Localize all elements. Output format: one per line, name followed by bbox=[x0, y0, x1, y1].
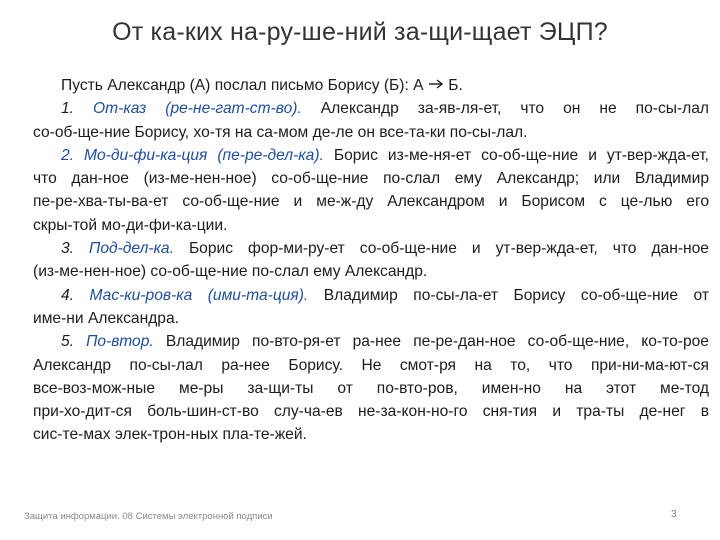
slide-title: От ка-ких на-ру-ше-ний за-щи-щает ЭЦП? bbox=[112, 18, 608, 46]
item1-text: Александр за-яв-ля-ет, что он не по-сы-лал bbox=[320, 100, 709, 118]
item5-line2: Александр по-сы-лал ра-нее Борису. Не смот-ря на то, что при-ни-ма-ют-ся bbox=[33, 356, 709, 374]
intro-line bbox=[33, 74, 709, 97]
item5-line4: при-хо-дит-ся боль-шин-ст-во слу-ча-ев не-за-кон-но-го сня-тия и тра-ты де-нег в bbox=[33, 403, 709, 421]
item4-text: Владимир по-сы-ла-ет Борису со-об-ще-ние от bbox=[323, 286, 709, 304]
item5-line3: все-воз-мож-ные ме-ры за-щи-ты от по-вто-ров, имен-но на этот ме-тод bbox=[33, 379, 709, 397]
item1-line2: со-об-ще-ние Борису, хо-тя на са-мом де-ле он все-та-ки по-сы-лал. bbox=[33, 123, 528, 141]
item1-number: 1. bbox=[61, 100, 75, 118]
item5-text: Владимир по-вто-ря-ет ра-нее пе-ре-дан-ное со-об-ще-ние, ко-то-рое bbox=[165, 333, 709, 351]
item1-line1 bbox=[33, 97, 709, 120]
item2-term: Мо-ди-фи-ка-ция (пе-ре-дел-ка). bbox=[84, 146, 324, 164]
item3-line2: (из-ме-нен-ное) со-об-ще-ние по-слал ему Александр. bbox=[33, 263, 428, 281]
item2-text: Борис из-ме-ня-ет со-об-ще-ние и ут-вер-жда-ет, bbox=[333, 146, 709, 164]
item2-line2: что дан-ное (из-ме-нен-ное) со-об-ще-ние по-слал ему Александр; или Владимир bbox=[33, 170, 709, 188]
item3-number: 3. bbox=[61, 240, 75, 258]
item3-line1 bbox=[33, 237, 709, 260]
item2-line3: пе-ре-хва-ты-ва-ет со-об-ще-ние и ме-ж-ду Александром и Борисом с це-лью его bbox=[33, 193, 709, 211]
item4-line1 bbox=[33, 284, 709, 307]
item4-term: Мас-ки-ров-ка (ими-та-ция). bbox=[89, 286, 309, 304]
item5-number: 5. bbox=[61, 333, 75, 351]
item2-number: 2. bbox=[61, 146, 75, 164]
page-number: 3 bbox=[671, 509, 677, 520]
footer-text: Защита информации. 08 Системы электронной подписи bbox=[24, 511, 273, 522]
intro-text-after: Б. bbox=[448, 77, 463, 94]
item2-line1 bbox=[33, 144, 709, 167]
item3-term: Под-дел-ка. bbox=[89, 240, 174, 258]
slide-body bbox=[33, 74, 709, 447]
item3-text: Борис фор-ми-ру-ет со-об-ще-ние и ут-вер-жда-ет, что дан-ное bbox=[188, 240, 709, 258]
right-arrow-icon bbox=[428, 74, 444, 97]
item1-term: От-каз (ре-не-гат-ст-во). bbox=[93, 100, 302, 118]
intro-text-before: Пусть Александр (А) послал письмо Борису (Б): А bbox=[61, 77, 424, 94]
item4-number: 4. bbox=[61, 286, 75, 304]
item4-line2: име-ни Александра. bbox=[33, 309, 179, 327]
item5-term: По-втор. bbox=[86, 333, 154, 351]
item2-line4: скры-той мо-ди-фи-ка-ции. bbox=[33, 216, 228, 234]
item5-line5: сис-те-мах элек-трон-ных пла-те-жей. bbox=[33, 426, 307, 444]
item5-line1 bbox=[33, 330, 709, 353]
